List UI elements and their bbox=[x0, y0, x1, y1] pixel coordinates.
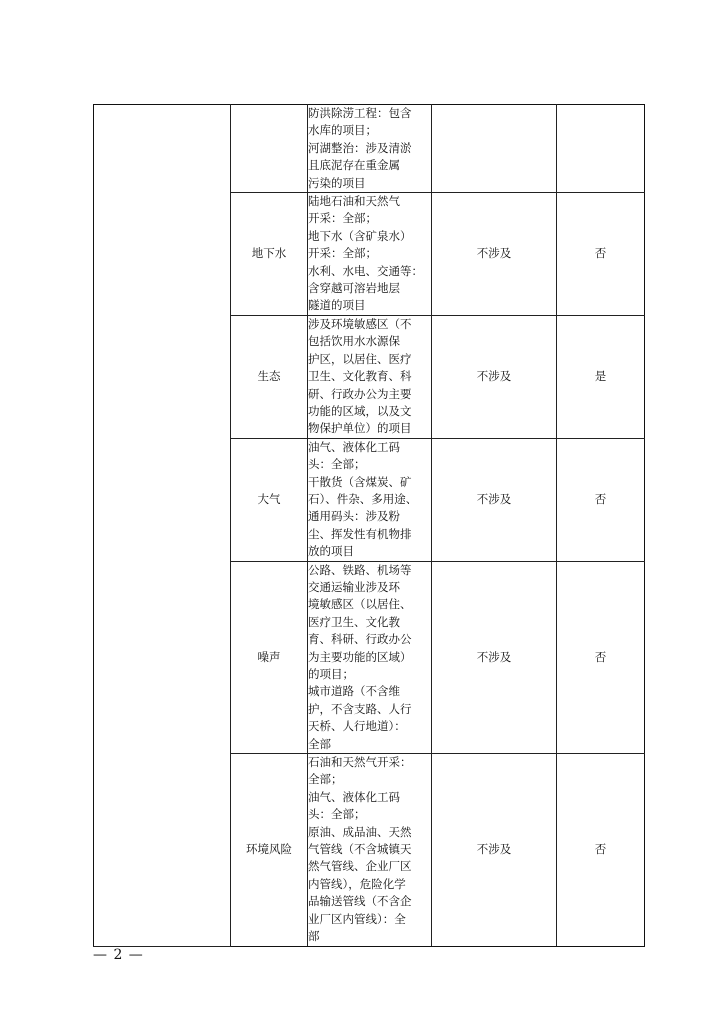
category-cell: 地下水 bbox=[231, 193, 308, 316]
category-cell: 大气 bbox=[231, 438, 308, 561]
description-line: 品输送管线（不含企 bbox=[308, 894, 412, 909]
description-line: 为主要功能的区域） bbox=[308, 649, 412, 664]
description-line: 河湖整治：涉及清淤 bbox=[308, 140, 412, 155]
description-line: 且底泥存在重金属 bbox=[308, 158, 400, 173]
description-cell bbox=[308, 193, 432, 316]
description-line: 境敏感区（以居住、 bbox=[308, 597, 412, 612]
description-line: 内管线），危险化学 bbox=[308, 876, 406, 891]
description-line: 油气、液体化工码 bbox=[308, 789, 400, 804]
involvement-cell: 不涉及 bbox=[432, 754, 557, 946]
category-cell: 环境风险 bbox=[231, 754, 308, 946]
description-line: 天桥、人行地道）： bbox=[308, 719, 406, 734]
category-cell bbox=[231, 105, 308, 193]
description-line: 隧道的项目 bbox=[308, 298, 366, 313]
description-line: 城市道路（不含维 bbox=[308, 684, 400, 699]
description-cell bbox=[308, 754, 432, 946]
sensitivity-cell: 否 bbox=[557, 754, 645, 946]
description-line: 开采：全部； bbox=[308, 246, 377, 261]
description-line: 交通运输业涉及环 bbox=[308, 579, 400, 594]
description-line: 然气管线、企业厂区 bbox=[308, 859, 412, 874]
description-line: 头：全部； bbox=[308, 457, 366, 472]
description-line: 全部 bbox=[308, 736, 331, 751]
assessment-table bbox=[93, 104, 645, 947]
description-line: 部 bbox=[308, 929, 320, 944]
description-line: 研、行政办公为主要 bbox=[308, 386, 412, 401]
description-line: 地下水（含矿泉水） bbox=[308, 228, 412, 243]
description-cell bbox=[308, 315, 432, 438]
description-line: 全部； bbox=[308, 772, 343, 787]
involvement-cell: 不涉及 bbox=[432, 561, 557, 753]
description-line: 污染的项目 bbox=[308, 175, 366, 190]
table-row bbox=[94, 105, 645, 193]
page-number: — 2 — bbox=[93, 947, 144, 963]
description-line: 水利、水电、交通等： bbox=[308, 263, 423, 278]
sensitivity-cell bbox=[557, 105, 645, 193]
description-line: 放的项目 bbox=[308, 544, 354, 559]
description-line: 开采：全部； bbox=[308, 211, 377, 226]
category-cell: 生态 bbox=[231, 315, 308, 438]
description-line: 医疗卫生、文化教 bbox=[308, 614, 400, 629]
description-line: 尘、挥发性有机物排 bbox=[308, 526, 412, 541]
sensitivity-cell: 是 bbox=[557, 315, 645, 438]
description-line: 业厂区内管线）：全 bbox=[308, 911, 406, 926]
description-line: 防洪除涝工程：包含 bbox=[308, 106, 412, 120]
description-line: 的项目； bbox=[308, 667, 354, 681]
description-line: 含穿越可溶岩地层 bbox=[308, 281, 400, 296]
description-line: 卫生、文化教育、科 bbox=[308, 369, 412, 384]
description-line: 包括饮用水水源保 bbox=[308, 334, 400, 349]
sensitivity-cell: 否 bbox=[557, 561, 645, 753]
description-line: 通用码头：涉及粉 bbox=[308, 509, 400, 524]
merged-category-cell bbox=[94, 105, 231, 947]
description-line: 水库的项目； bbox=[308, 123, 377, 138]
involvement-cell: 不涉及 bbox=[432, 315, 557, 438]
sensitivity-cell: 否 bbox=[557, 193, 645, 316]
description-line: 涉及环境敏感区（不 bbox=[308, 316, 412, 331]
description-line: 石油和天然气开采： bbox=[308, 755, 412, 770]
description-line: 干散货（含煤炭、矿 bbox=[308, 474, 412, 489]
involvement-cell: 不涉及 bbox=[432, 438, 557, 561]
description-line: 公路、铁路、机场等 bbox=[308, 562, 412, 577]
involvement-cell: 不涉及 bbox=[432, 193, 557, 316]
description-line: 头：全部； bbox=[308, 807, 366, 822]
description-line: 护区，以居住、医疗 bbox=[308, 351, 412, 366]
description-cell bbox=[308, 438, 432, 561]
sensitivity-cell: 否 bbox=[557, 438, 645, 561]
category-cell: 噪声 bbox=[231, 561, 308, 753]
description-line: 原油、成品油、天然 bbox=[308, 824, 412, 839]
involvement-cell bbox=[432, 105, 557, 193]
description-line: 物保护单位）的项目 bbox=[308, 421, 412, 436]
description-line: 气管线（不含城镇天 bbox=[308, 842, 412, 857]
description-line: 育、科研、行政办公 bbox=[308, 632, 412, 647]
description-line: 石）、件杂、多用途、 bbox=[308, 491, 418, 506]
description-cell bbox=[308, 105, 432, 193]
description-cell bbox=[308, 561, 432, 753]
description-line: 功能的区域，以及文 bbox=[308, 403, 412, 418]
description-line: 陆地石油和天然气 bbox=[308, 194, 400, 209]
description-line: 护，不含支路、人行 bbox=[308, 701, 412, 716]
description-line: 油气、液体化工码 bbox=[308, 439, 400, 454]
